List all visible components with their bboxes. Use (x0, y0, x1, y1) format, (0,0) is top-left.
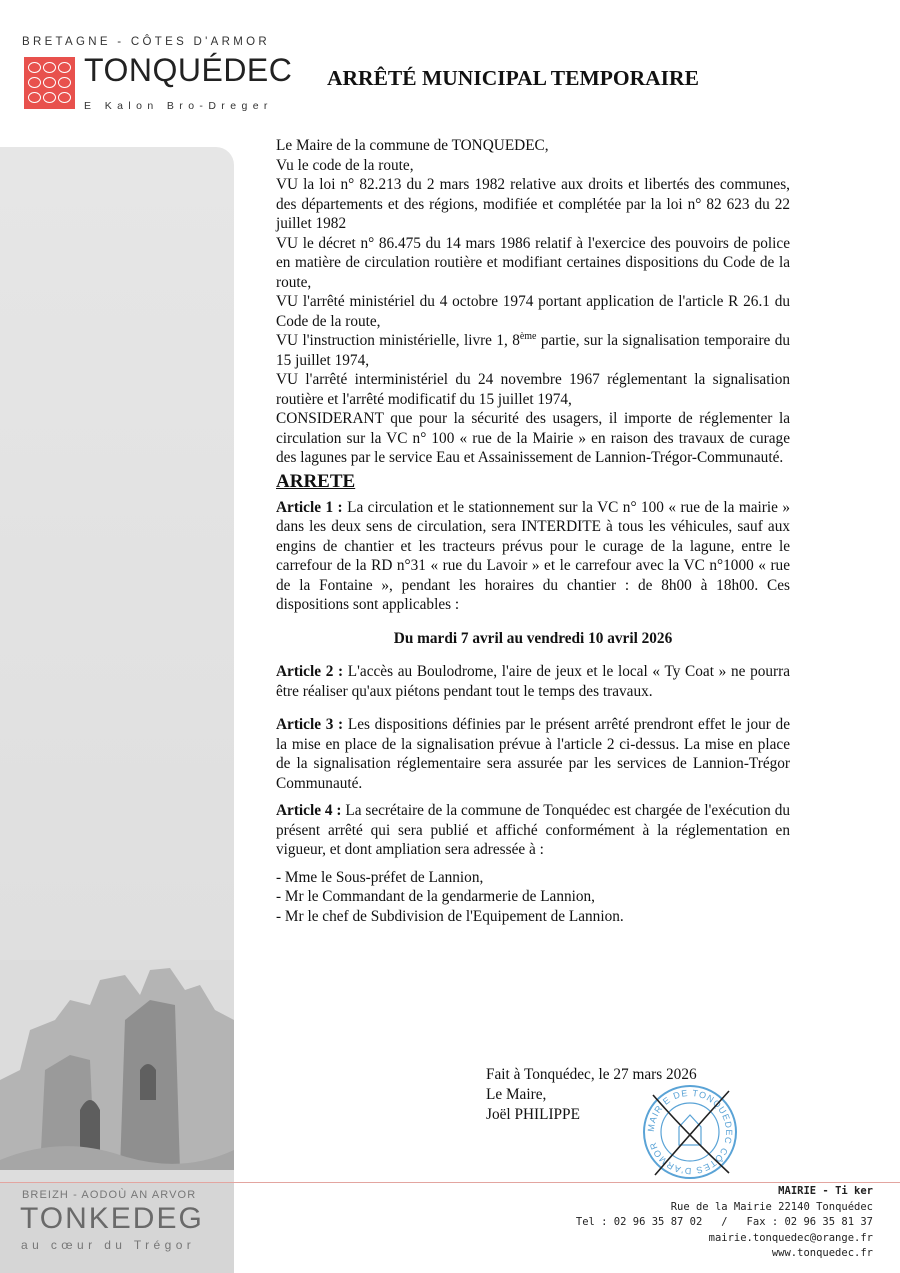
document-title: ARRÊTÉ MUNICIPAL TEMPORAIRE (327, 66, 699, 90)
footer-divider (0, 1182, 900, 1183)
visa-item: Vu le code de la route, (276, 156, 414, 174)
signer-role: Le Maire, (486, 1086, 547, 1103)
castle-illustration (0, 960, 234, 1170)
footer-breton-name: TONKEDEG (20, 1202, 204, 1235)
commune-logo (24, 57, 75, 109)
place-date: Fait à Tonquédec, le 27 mars 2026 (486, 1066, 697, 1083)
breton-motto: E Kalon Bro-Dreger (84, 100, 273, 112)
visa-item: VU l'arrêté ministériel du 4 octobre 1974 portant application de l'article R 26.1 du Code de la route, (276, 293, 790, 330)
footer-breizh: BREIZH - AODOÙ AN ARVOR (22, 1189, 197, 1201)
visa-item: VU l'arrêté interministériel du 24 novembre 1967 réglementant la signalisation routière et l'arrêté modificatif du 15 juillet 1974, (276, 371, 790, 408)
visa-item: VU la loi n° 82.213 du 2 mars 1982 relative aux droits et libertés des communes, des départements et des régions, modifiée et complétée par la loi n° 82 623 du 22 juillet 1982 (276, 176, 790, 232)
visa-item: VU le décret n° 86.475 du 14 mars 1986 relatif à l'exercice des pouvoirs de police en matière de circulation routière et modifiant certaines dispositions du Code de la route, (276, 234, 790, 291)
contact-heading: MAIRIE - Ti ker (778, 1185, 873, 1197)
mairie-stamp (641, 1083, 739, 1181)
article-4: Article 4 : La secrétaire de la commune de Tonquédec est chargée de l'exécution du présent arrêté qui sera publié et affiché conformément à la réglementation en vigueur, et dont ampliation sera adressée à : (276, 802, 790, 858)
intro-line: Le Maire de la commune de TONQUEDEC, (276, 137, 549, 154)
contact-website[interactable]: www.tonquedec.fr (771, 1247, 873, 1259)
footer-motto: au cœur du Trégor (21, 1238, 196, 1252)
signer-name: Joël PHILIPPE (486, 1106, 580, 1123)
document-body (276, 136, 790, 926)
dates-line: Du mardi 7 avril au vendredi 10 avril 2026 (393, 629, 673, 647)
recipient-item: - Mme le Sous-préfet de Lannion, (276, 868, 484, 886)
visa-instruction: VU l'instruction ministérielle, livre 1, 8ème partie, sur la signalisation temporaire du 15 juillet 1974, (276, 330, 791, 369)
considerant: CONSIDERANT que pour la sécurité des usagers, il importe de réglementer la circulation sur la VC n° 100 « rue de la Mairie » en raison des travaux de curage des lagunes par le service Eau et Assainissement de Lannion-Trégor-Communauté. (276, 410, 790, 466)
article-1: Article 1 : La circulation et le stationnement sur la VC n° 100 « rue de la mairie » dans les deux sens de circulation, sera INTERDITE à tous les véhicules, sauf aux engins de chantier et les tracteurs prévus pour le curage de la lagune, entre le carrefour de la RD n°31 « rue du Lavoir » et le carrefour avec la VC n°1000 « rue de la Fontaine », pendant les horaires du chantier : de 8h00 à 18h00. Ces dispositions sont applicables : (276, 498, 791, 613)
contact-phones: Tel : 02 96 35 87 02 / Fax : 02 96 35 81 37 (575, 1216, 873, 1228)
article-2: Article 2 : L'accès au Boulodrome, l'aire de jeux et le local « Ty Coat » ne pourra être réaliser qu'aux piétons pendant tout le temps des travaux. (276, 663, 790, 700)
arrete-heading: ARRETE (276, 470, 356, 492)
contact-email[interactable]: mairie.tonquedec@orange.fr (708, 1231, 873, 1244)
region-tagline: BRETAGNE - CÔTES D'ARMOR (22, 36, 270, 48)
commune-name: TONQUÉDEC (84, 52, 293, 88)
recipient-item: - Mr le chef de Subdivision de l'Equipement de Lannion. (276, 907, 624, 925)
article-3: Article 3 : Les dispositions définies par le présent arrêté prendront effet le jour de la mise en place de la signalisation prévue à l'article 2 ci-dessus. La mise en place de la signalisation réglementaire sera assurée par les services de Lannion-Trégor Communauté. (276, 716, 790, 792)
recipient-item: - Mr le Commandant de la gendarmerie de Lannion, (276, 888, 596, 905)
contact-block (576, 1184, 873, 1262)
contact-address: Rue de la Mairie 22140 Tonquédec (670, 1200, 873, 1213)
svg-text:MAIRIE DE TONQUEDEC CÔTES D'AR: MAIRIE DE TONQUEDEC CÔTES D'ARMOR (645, 1087, 735, 1177)
